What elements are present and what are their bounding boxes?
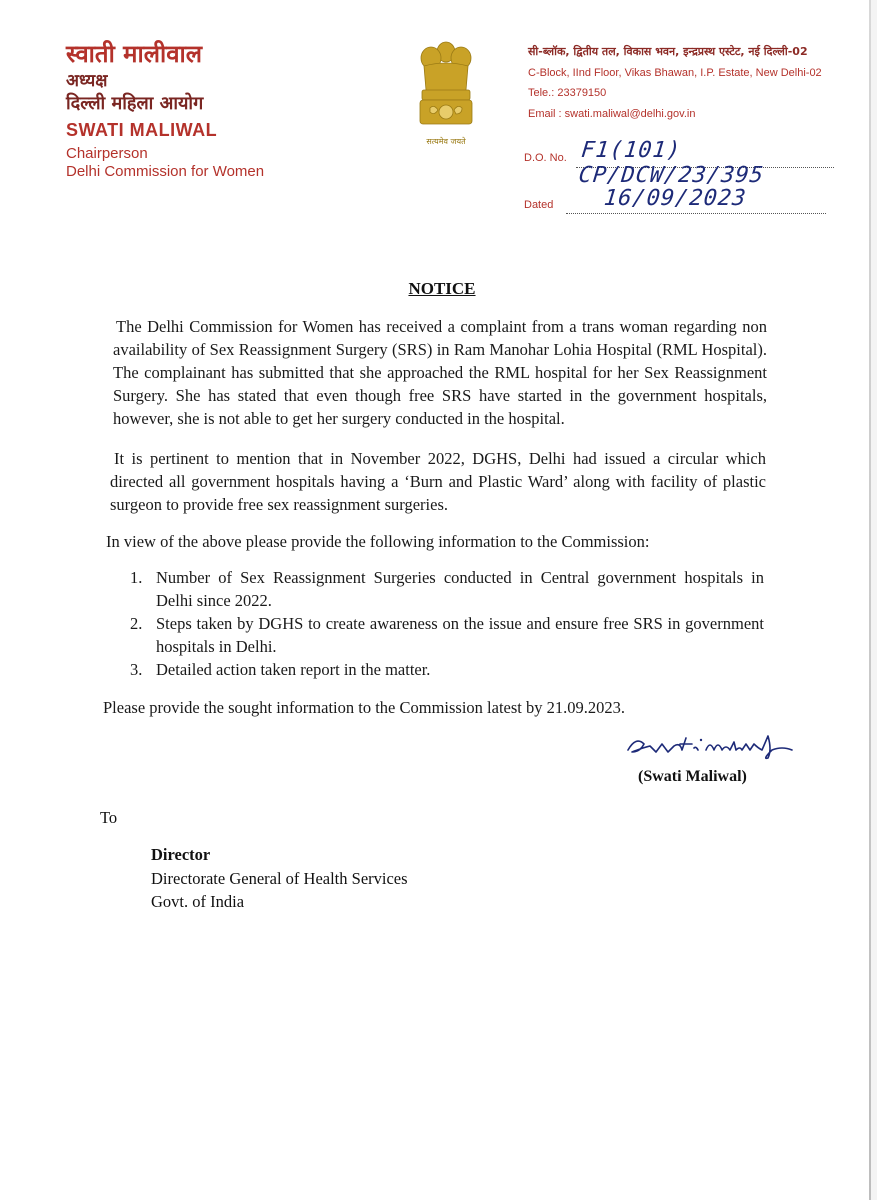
dated-value: 16/09/2023 — [602, 186, 748, 211]
do-number-value: F1(101) CP/DCW/23/395 — [577, 138, 766, 188]
english-name: SWATI MALIWAL — [66, 120, 218, 140]
addressee-title: Director — [151, 845, 211, 864]
handwritten-signature — [622, 728, 802, 764]
list-item-text: Number of Sex Reassignment Surgeries conducted in Central government hospitals in Delhi since 2022. — [156, 568, 764, 610]
hindi-org: दिल्ली महिला आयोग — [66, 93, 204, 114]
addressee-government: Govt. of India — [151, 892, 245, 911]
to-label: To — [100, 808, 118, 827]
hindi-name: स्वाती मालीवाल — [66, 40, 203, 68]
national-emblem-icon — [410, 30, 482, 152]
telephone: Tele.: 23379150 — [528, 87, 607, 99]
paragraph-1: The Delhi Commission for Women has received a complaint from a trans woman regarding non availability of Sex Reassignment Surgery (SRS) in Ram Manohar Lohia Hospital (RML Hospital). The complainant has submitted that she approached the RML hospital for her Sex Reassignment Surgery. She has stated that even though free SRS have started in the government hospitals, however, she is not able to get her surgery conducted in the hospital. — [113, 317, 767, 428]
dated-line — [566, 213, 826, 214]
list-item — [130, 612, 764, 658]
list-item-number: 2. — [130, 614, 143, 633]
do-number-label: D.O. No. — [524, 152, 567, 164]
list-item-number: 3. — [130, 660, 143, 679]
list-item-number: 1. — [130, 568, 143, 587]
list-item-text: Steps taken by DGHS to create awareness on the issue and ensure free SRS in government hospitals in Delhi. — [156, 614, 764, 656]
paragraph-4: Please provide the sought information to the Commission latest by 21.09.2023. — [103, 698, 625, 717]
list-item-text: Detailed action taken report in the matter. — [156, 660, 431, 679]
hindi-role: अध्यक्ष — [66, 71, 108, 91]
english-role: Chairperson — [66, 145, 148, 162]
address: C-Block, IInd Floor, Vikas Bhawan, I.P. Estate, New Delhi-02 — [528, 67, 822, 79]
paragraph-3: In view of the above please provide the following information to the Commission: — [106, 532, 650, 551]
addressee-department: Directorate General of Health Services — [151, 868, 408, 888]
addressee-block — [151, 843, 408, 914]
list-item — [130, 658, 764, 681]
dated-label: Dated — [524, 199, 554, 211]
email: Email : swati.maliwal@delhi.gov.in — [528, 108, 696, 120]
notice-title: NOTICE — [408, 279, 476, 298]
english-org: Delhi Commission for Women — [66, 163, 265, 180]
paragraph-2: It is pertinent to mention that in November 2022, DGHS, Delhi had issued a circular which directed all government hospitals having a ‘Burn and Plastic Ward’ along with facility of plastic surgeon to provide free sex reassignment surgeries. — [110, 449, 766, 514]
list-item — [130, 566, 764, 612]
address-hindi: सी-ब्लॉक, द्वितीय तल, विकास भवन, इन्द्रप्रस्थ एस्टेट, नई दिल्ली-02 — [528, 45, 808, 58]
letterhead-left — [66, 40, 264, 180]
letterhead-right — [528, 44, 822, 120]
emblem-motto: सत्यमेव जयते — [426, 137, 466, 146]
signatory-name: (Swati Maliwal) — [638, 768, 747, 785]
information-list — [130, 566, 764, 681]
